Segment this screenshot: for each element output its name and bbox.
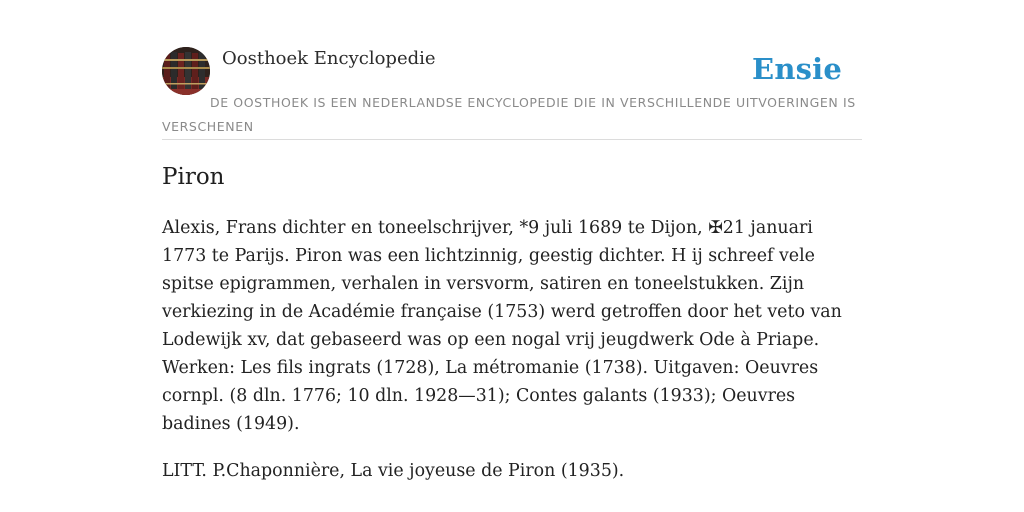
encyclopedia-books-icon[interactable] xyxy=(162,47,210,95)
brand-logo[interactable]: Ensie xyxy=(752,52,842,86)
page-container xyxy=(162,44,862,485)
source-header xyxy=(162,44,862,140)
entry-title: Piron xyxy=(162,164,225,190)
source-description: DE OOSTHOEK IS EEN NEDERLANDSE ENCYCLOPEDIE DIE IN VERSCHILLENDE UITVOERINGEN IS VERSCHENEN xyxy=(162,95,856,134)
source-title[interactable]: Oosthoek Encyclopedie xyxy=(222,48,436,69)
entry-literature: LITT. P.Chaponnière, La vie joyeuse de Piron (1935). xyxy=(162,461,625,481)
entry-body: Alexis, Frans dichter en toneelschrijver, *9 juli 1689 te Dijon, ✠21 januari 1773 te Parijs. Piron was een lichtzinnig, geestig dichter. H ij schreef vele spitse epigrammen, verhalen in versvorm, satiren en toneelstukken. Zijn verkiezing in de Académie française (1753) werd getroffen door het veto van Lodewijk xv, dat gebaseerd was op een nogal vrij jeugdwerk Ode à Priape. Werken: Les fils ingrats (1728), La métromanie (1738). Uitgaven: Oeuvres cornpl. (8 dln. 1776; 10 dln. 1928—31); Contes galants (1933); Oeuvres badines (1949). xyxy=(162,218,842,434)
